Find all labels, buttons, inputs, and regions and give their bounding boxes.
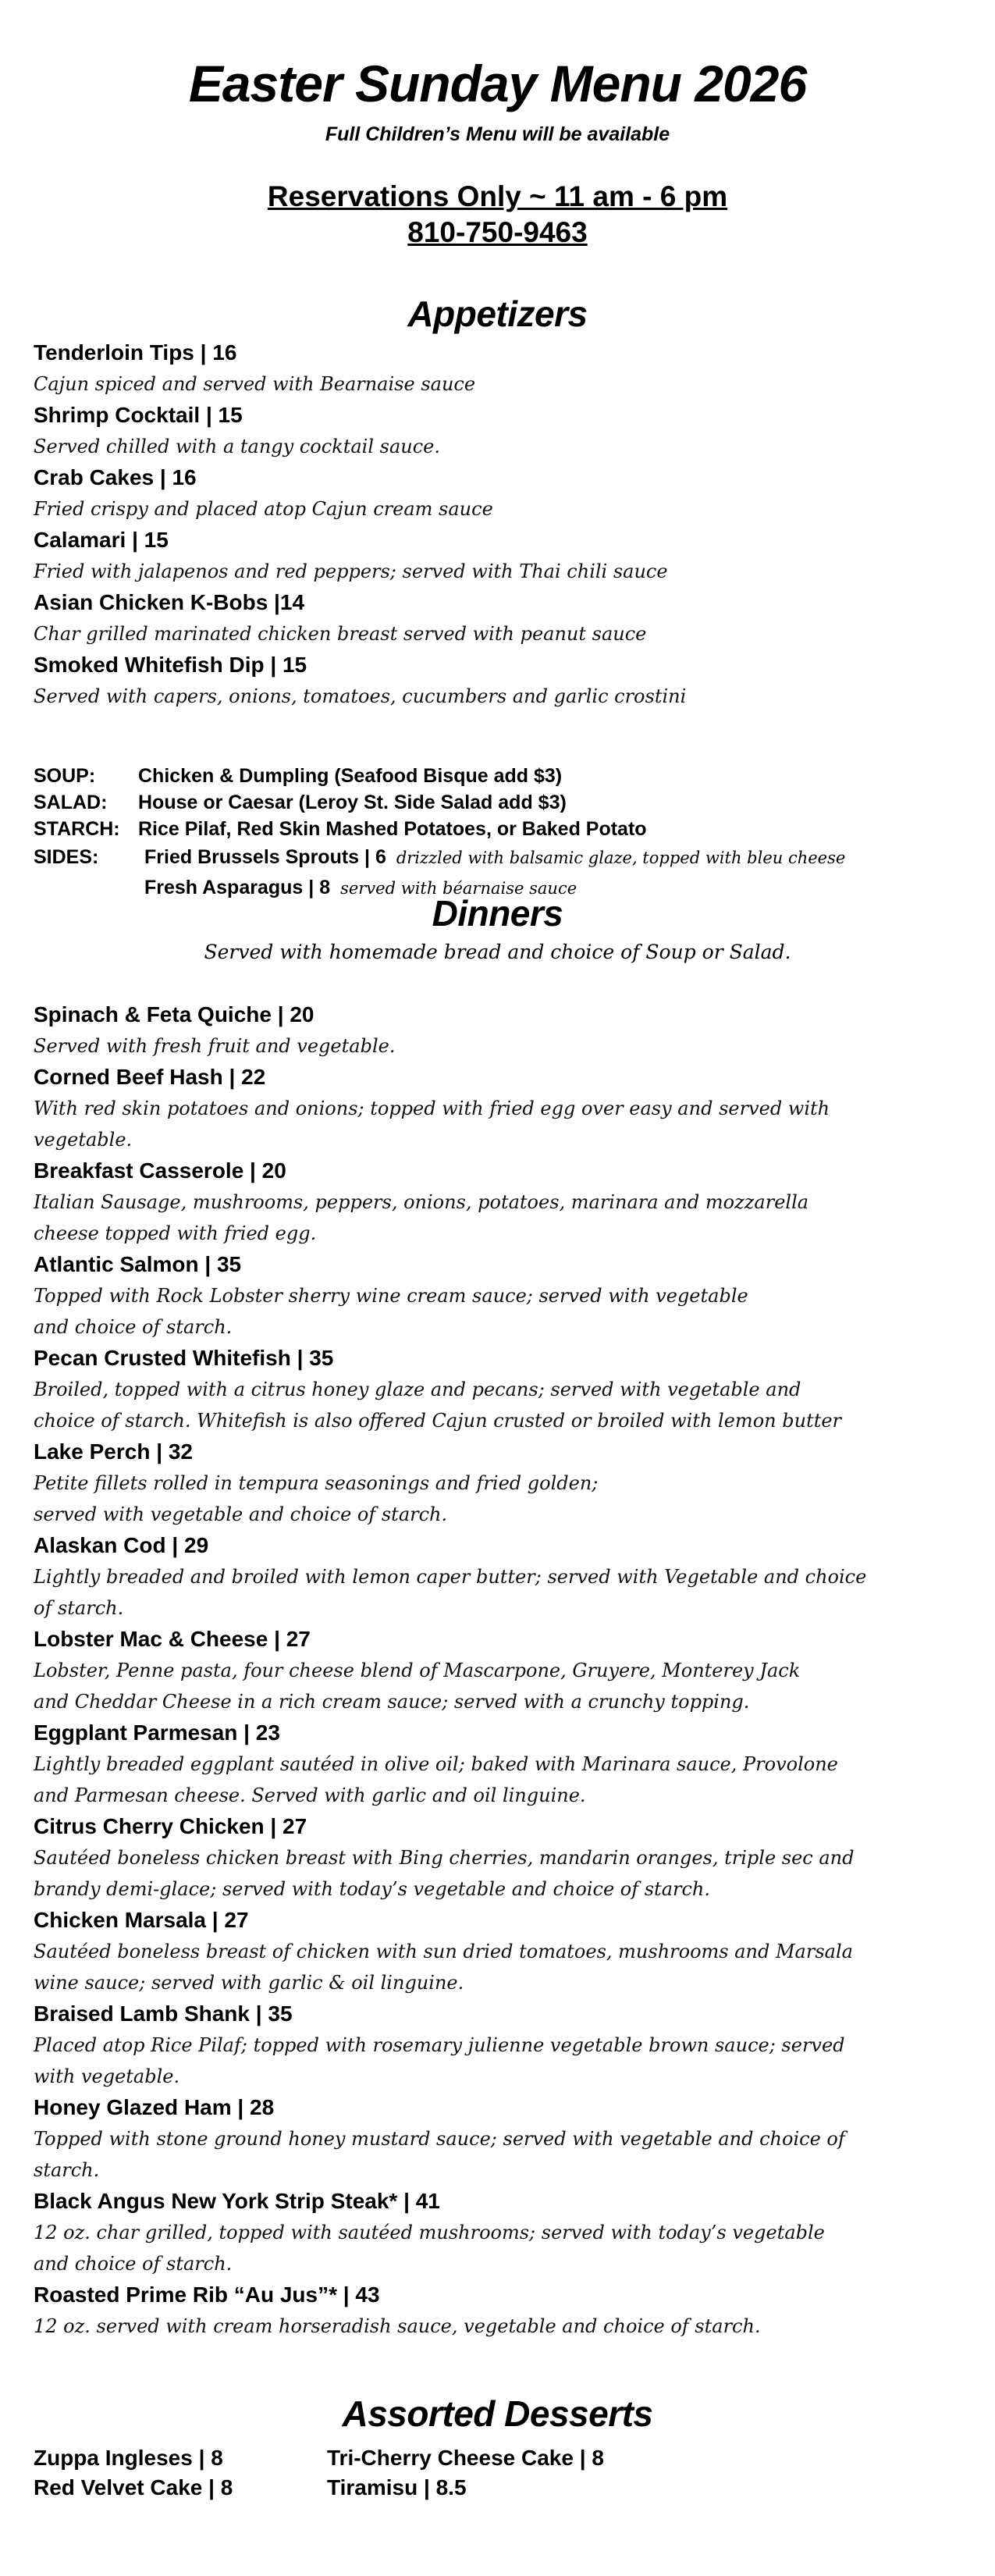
menu-item-name: Asian Chicken K-Bobs |14 bbox=[34, 590, 305, 614]
menu-item-description: Served with capers, onions, tomatoes, cucumbers and garlic crostini bbox=[34, 685, 687, 707]
menu-item-description: Lightly breaded eggplant sautéed in olive oil; baked with Marinara sauce, Provolone bbox=[34, 1753, 838, 1775]
menu-item-description: with vegetable. bbox=[34, 2065, 180, 2087]
menu-item-description: 12 oz. char grilled, topped with sautéed mushrooms; served with today’s vegetable bbox=[34, 2222, 825, 2243]
menu-item-description: Fried crispy and placed atop Cajun cream sauce bbox=[34, 498, 493, 520]
sides-row bbox=[34, 842, 970, 873]
soup-label: SOUP: bbox=[34, 765, 96, 787]
dessert-row bbox=[34, 2443, 970, 2473]
menu-item-description: brandy demi-glace; served with today’s vegetable and choice of starch. bbox=[34, 1878, 710, 1900]
menu-item-description: cheese topped with fried egg. bbox=[34, 1222, 317, 1244]
accompaniments-block bbox=[34, 763, 970, 903]
menu-item-name: Atlantic Salmon | 35 bbox=[34, 1252, 242, 1276]
menu-item-description: Topped with stone ground honey mustard sauce; served with vegetable and choice of bbox=[34, 2128, 845, 2150]
reservations-hours: Reservations Only ~ 11 am - 6 pm bbox=[267, 180, 728, 212]
appetizers-list bbox=[34, 337, 970, 712]
menu-item-description: served with vegetable and choice of starch. bbox=[34, 1503, 448, 1525]
menu-item-description: Char grilled marinated chicken breast served with peanut sauce bbox=[34, 623, 647, 645]
dinners-heading: Dinners bbox=[432, 893, 563, 934]
page-title: Easter Sunday Menu 2026 bbox=[188, 55, 807, 112]
menu-item-description: Broiled, topped with a citrus honey glaze and pecans; served with vegetable and bbox=[34, 1379, 801, 1400]
salad-row bbox=[34, 789, 970, 816]
menu-item-description: and choice of starch. bbox=[34, 1316, 233, 1338]
menu-item-description: and Cheddar Cheese in a rich cream sauce; served with a crunchy topping. bbox=[34, 1691, 750, 1713]
dessert-item: Tri-Cherry Cheese Cake | 8 bbox=[327, 2446, 604, 2470]
menu-item-name: Crab Cakes | 16 bbox=[34, 465, 197, 489]
dessert-item: Tiramisu | 8.5 bbox=[327, 2475, 467, 2500]
menu-item-description: Cajun spiced and served with Bearnaise sauce bbox=[34, 373, 476, 395]
appetizers-heading: Appetizers bbox=[407, 294, 588, 334]
menu-item-name: Smoked Whitefish Dip | 15 bbox=[34, 653, 307, 677]
menu-item-name: Corned Beef Hash | 22 bbox=[34, 1065, 266, 1089]
starch-label: STARCH: bbox=[34, 818, 120, 840]
dessert-item: Zuppa Ingleses | 8 bbox=[34, 2446, 223, 2470]
menu-item-description: wine sauce; served with garlic & oil linguine. bbox=[34, 1972, 464, 1994]
soup-value: Chicken & Dumpling (Seafood Bisque add $3) bbox=[138, 765, 563, 787]
menu-item-description: Sautéed boneless chicken breast with Bing cherries, mandarin oranges, triple sec and bbox=[34, 1847, 855, 1869]
menu-item-description: and Parmesan cheese. Served with garlic and oil linguine. bbox=[34, 1784, 586, 1806]
side-item-name: Fried Brussels Sprouts | 6 bbox=[144, 846, 386, 868]
side-item-name: Fresh Asparagus | 8 bbox=[144, 877, 331, 898]
menu-item-description: Lightly breaded and broiled with lemon caper butter; served with Vegetable and choice bbox=[34, 1566, 867, 1588]
menu-item-name: Shrimp Cocktail | 15 bbox=[34, 403, 243, 427]
menu-item-name: Lake Perch | 32 bbox=[34, 1439, 193, 1464]
side-item-note: drizzled with balsamic glaze, topped with bleu cheese bbox=[396, 849, 846, 867]
dinners-note: Served with homemade bread and choice of Soup or Salad. bbox=[204, 941, 791, 963]
menu-item-description: starch. bbox=[34, 2159, 100, 2181]
dessert-row bbox=[34, 2473, 970, 2503]
menu-item-description: Placed atop Rice Pilaf; topped with rosemary julienne vegetable brown sauce; served bbox=[34, 2034, 845, 2056]
menu-item-description: Petite fillets rolled in tempura seasonings and fried golden; bbox=[34, 1472, 599, 1494]
menu-item-name: Honey Glazed Ham | 28 bbox=[34, 2095, 275, 2119]
menu-item-description: Sautéed boneless breast of chicken with sun dried tomatoes, mushrooms and Marsala bbox=[34, 1941, 853, 1962]
desserts-list bbox=[34, 2443, 970, 2503]
menu-item-name: Pecan Crusted Whitefish | 35 bbox=[34, 1346, 334, 1370]
salad-value: House or Caesar (Leroy St. Side Salad add $3) bbox=[138, 792, 567, 813]
menu-item-description: Served chilled with a tangy cocktail sauce. bbox=[34, 436, 441, 457]
soup-row bbox=[34, 763, 970, 789]
menu-item-description: Italian Sausage, mushrooms, peppers, onions, potatoes, marinara and mozzarella bbox=[34, 1191, 809, 1213]
menu-item-description: and choice of starch. bbox=[34, 2253, 233, 2275]
starch-row bbox=[34, 816, 970, 842]
menu-item-name: Spinach & Feta Quiche | 20 bbox=[34, 1002, 314, 1026]
menu-item-name: Citrus Cherry Chicken | 27 bbox=[34, 1814, 307, 1838]
menu-item-description: Fried with jalapenos and red peppers; served with Thai chili sauce bbox=[34, 560, 668, 582]
salad-label: SALAD: bbox=[34, 792, 108, 813]
menu-item-description: With red skin potatoes and onions; topped with fried egg over easy and served with bbox=[34, 1098, 830, 1119]
menu-item-description: vegetable. bbox=[34, 1129, 133, 1151]
dessert-item: Red Velvet Cake | 8 bbox=[34, 2475, 233, 2500]
menu-item-name: Breakfast Casserole | 20 bbox=[34, 1158, 286, 1183]
menu-item-name: Eggplant Parmesan | 23 bbox=[34, 1720, 280, 1745]
phone-number: 810-750-9463 bbox=[407, 216, 588, 248]
menu-item-name: Alaskan Cod | 29 bbox=[34, 1533, 209, 1557]
menu-item-name: Tenderloin Tips | 16 bbox=[34, 340, 237, 365]
desserts-heading: Assorted Desserts bbox=[342, 2393, 653, 2434]
menu-item-name: Roasted Prime Rib “Au Jus”* | 43 bbox=[34, 2282, 380, 2307]
menu-item-name: Braised Lamb Shank | 35 bbox=[34, 2001, 293, 2026]
page-subtitle: Full Children’s Menu will be available bbox=[325, 123, 670, 145]
menu-item-name: Lobster Mac & Cheese | 27 bbox=[34, 1627, 311, 1651]
side-item-note: served with béarnaise sauce bbox=[340, 879, 577, 898]
menu-item-description: Served with fresh fruit and vegetable. bbox=[34, 1035, 396, 1057]
menu-item-description: of starch. bbox=[34, 1597, 124, 1619]
menu-item-description: 12 oz. served with cream horseradish sauce, vegetable and choice of starch. bbox=[34, 2315, 761, 2337]
menu-item-name: Black Angus New York Strip Steak* | 41 bbox=[34, 2189, 440, 2213]
sides-label: SIDES: bbox=[34, 846, 99, 868]
starch-value: Rice Pilaf, Red Skin Mashed Potatoes, or Baked Potato bbox=[138, 818, 647, 840]
dinners-list bbox=[34, 999, 970, 2342]
menu-item-description: Lobster, Penne pasta, four cheese blend of Mascarpone, Gruyere, Monterey Jack bbox=[34, 1660, 801, 1681]
menu-item-name: Calamari | 15 bbox=[34, 528, 169, 552]
menu-item-description: choice of starch. Whitefish is also offered Cajun crusted or broiled with lemon butter bbox=[34, 1410, 842, 1432]
menu-item-description: Topped with Rock Lobster sherry wine cream sauce; served with vegetable bbox=[34, 1285, 748, 1307]
menu-item-name: Chicken Marsala | 27 bbox=[34, 1908, 249, 1932]
